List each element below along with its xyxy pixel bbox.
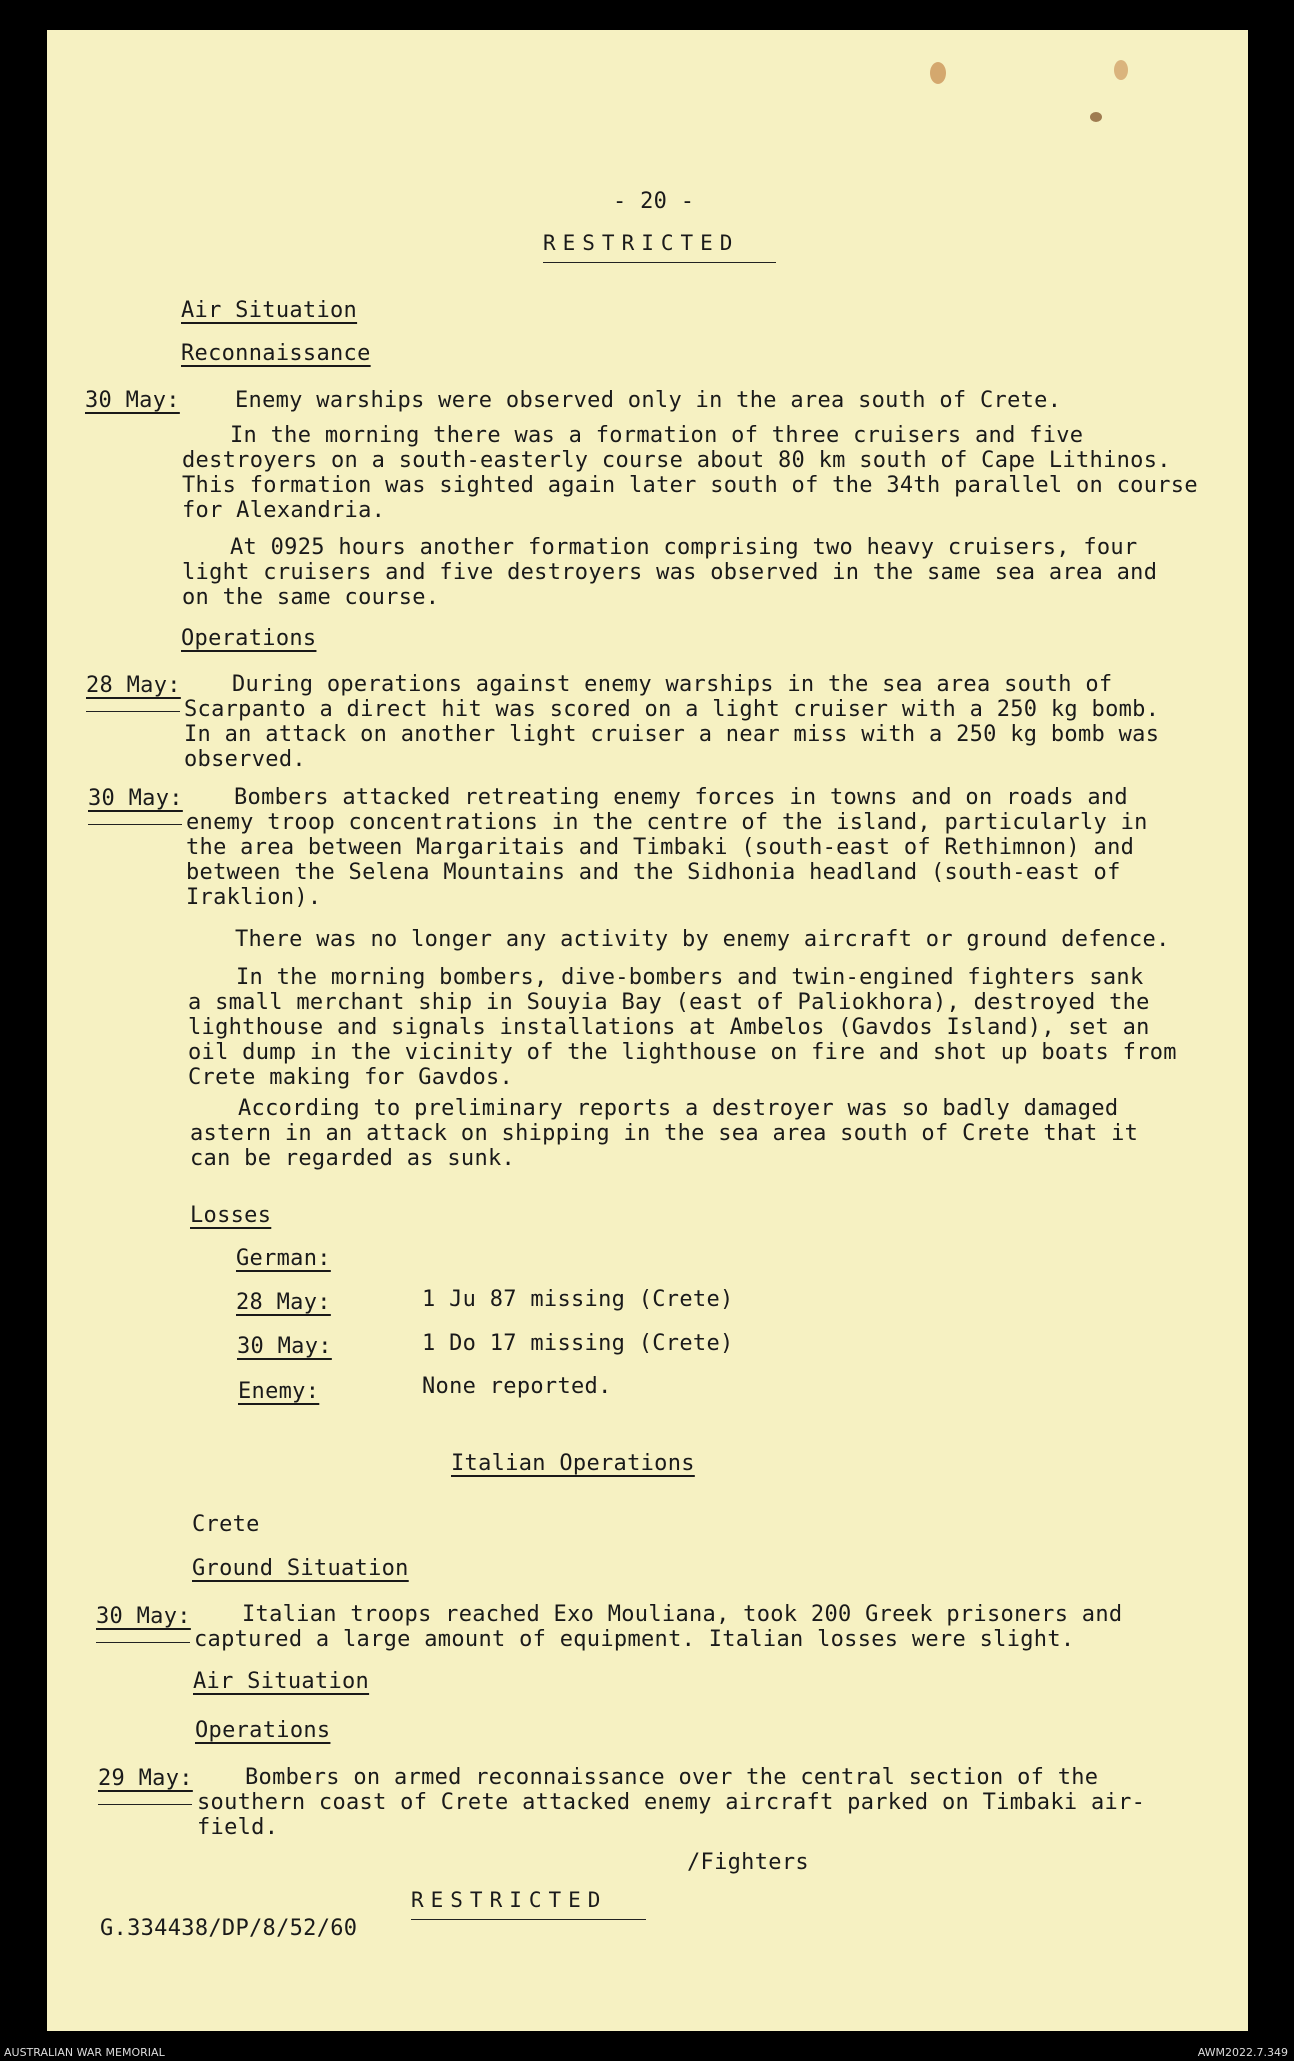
date-label: 28 May: <box>86 673 181 698</box>
paragraph-line: This formation was sighted again later south of the 34th parallel on course <box>182 473 1198 498</box>
paragraph-line: Crete making for Gavdos. <box>188 1065 514 1090</box>
heading-air-situation-italian: Air Situation <box>193 1669 370 1694</box>
paragraph-line: the area between Margaritais and Timbaki (south-east of Rethimnon) and <box>186 835 1135 860</box>
date-label: 30 May: <box>88 786 183 811</box>
document-page <box>47 30 1248 2031</box>
paragraph-line: a small merchant ship in Souyia Bay (east of Paliokhora), destroyed the <box>188 990 1150 1015</box>
paragraph <box>190 1096 1138 1171</box>
heading-air-situation: Air Situation <box>181 298 358 323</box>
paragraph-line: In the morning bombers, dive-bombers and twin-engined fighters sank <box>236 965 1144 990</box>
losses-value: None reported. <box>422 1374 612 1399</box>
losses-date: 30 May: <box>237 1334 332 1359</box>
classification-underline <box>543 262 776 263</box>
paragraph-line: Bombers on armed reconnaissance over the central section of the <box>245 1765 1099 1790</box>
date-rule <box>98 1804 192 1805</box>
paragraph-line: can be regarded as sunk. <box>190 1146 516 1171</box>
archive-credit: AUSTRALIAN WAR MEMORIAL <box>4 2046 165 2059</box>
paragraph-line: field. <box>197 1815 279 1840</box>
paragraph-line: enemy troop concentrations in the centre of the island, particularly in <box>186 810 1148 835</box>
heading-crete: Crete <box>192 1512 260 1537</box>
classification-top: RESTRICTED <box>543 231 740 255</box>
paragraph-line: oil dump in the vicinity of the lighthouse on fire and shot up boats from <box>188 1040 1177 1065</box>
paragraph-line: In the morning there was a formation of three cruisers and five <box>230 423 1084 448</box>
paragraph <box>182 423 1198 523</box>
paragraph-line: Enemy warships were observed only in the area south of Crete. <box>235 388 1062 413</box>
paragraph-line: captured a large amount of equipment. Italian losses were slight. <box>194 1627 1075 1652</box>
losses-date: 28 May: <box>236 1290 331 1315</box>
paragraph-line: astern in an attack on shipping in the sea area south of Crete that it <box>190 1121 1139 1146</box>
paragraph-line: light cruisers and five destroyers was observed in the same sea area and <box>182 560 1158 585</box>
paragraph <box>186 785 1148 910</box>
heading-losses: Losses <box>190 1203 272 1228</box>
date-rule <box>96 1642 190 1643</box>
date-rule <box>86 711 180 712</box>
date-rule <box>88 824 182 825</box>
losses-value: 1 Do 17 missing (Crete) <box>422 1331 734 1356</box>
classification-bottom: RESTRICTED <box>411 1888 608 1912</box>
page-number: - 20 - <box>613 189 695 214</box>
stain-mark <box>930 62 946 84</box>
paragraph <box>197 1765 1145 1840</box>
paragraph-line: observed. <box>184 747 306 772</box>
paragraph-line: southern coast of Crete attacked enemy aircraft parked on Timbaki air- <box>197 1790 1146 1815</box>
continuation-marker: /Fighters <box>687 1850 809 1875</box>
paragraph-line: There was no longer any activity by enemy aircraft or ground defence. <box>235 927 1170 952</box>
heading-ground-situation: Ground Situation <box>192 1556 409 1581</box>
file-reference: G.334438/DP/8/52/60 <box>100 1916 358 1941</box>
heading-reconnaissance: Reconnaissance <box>181 341 371 366</box>
paragraph-line: Italian troops reached Exo Mouliana, took 200 Greek prisoners and <box>242 1602 1123 1627</box>
paragraph-line: According to preliminary reports a destroyer was so badly damaged <box>238 1096 1119 1121</box>
paragraph-line: At 0925 hours another formation comprising two heavy cruisers, four <box>230 535 1138 560</box>
paragraph-line: lighthouse and signals installations at Ambelos (Gavdos Island), set an <box>188 1015 1150 1040</box>
date-label: 30 May: <box>96 1604 191 1629</box>
losses-enemy-label: Enemy: <box>238 1379 320 1404</box>
stain-mark <box>1090 112 1102 122</box>
date-label: 30 May: <box>85 388 180 413</box>
heading-italian-operations: Italian Operations <box>451 1451 695 1476</box>
paragraph-line: between the Selena Mountains and the Sidhonia headland (south-east of <box>186 860 1121 885</box>
paragraph <box>184 672 1159 772</box>
heading-operations: Operations <box>181 626 317 651</box>
losses-value: 1 Ju 87 missing (Crete) <box>422 1287 734 1312</box>
paragraph-line: on the same course. <box>182 585 440 610</box>
paragraph-line: Scarpanto a direct hit was scored on a light cruiser with a 250 kg bomb. <box>184 697 1160 722</box>
paragraph-line: destroyers on a south-easterly course about 80 km south of Cape Lithinos. <box>182 448 1171 473</box>
paragraph <box>188 965 1177 1090</box>
paragraph-line: Iraklion). <box>186 885 322 910</box>
paragraph-line: In an attack on another light cruiser a near miss with a 250 kg bomb was <box>184 722 1160 747</box>
paragraph <box>194 1602 1122 1652</box>
losses-german-label: German: <box>236 1246 331 1271</box>
paragraph <box>182 535 1157 610</box>
date-label: 29 May: <box>98 1766 193 1791</box>
classification-underline <box>411 1919 646 1920</box>
archive-reference: AWM2022.7.349 <box>1197 2046 1288 2059</box>
paragraph-line: Bombers attacked retreating enemy forces in towns and on roads and <box>234 785 1128 810</box>
paragraph-line: for Alexandria. <box>182 498 386 523</box>
paragraph-line: During operations against enemy warships in the sea area south of <box>232 672 1113 697</box>
stain-mark <box>1114 60 1128 80</box>
heading-operations-italian: Operations <box>195 1718 331 1743</box>
